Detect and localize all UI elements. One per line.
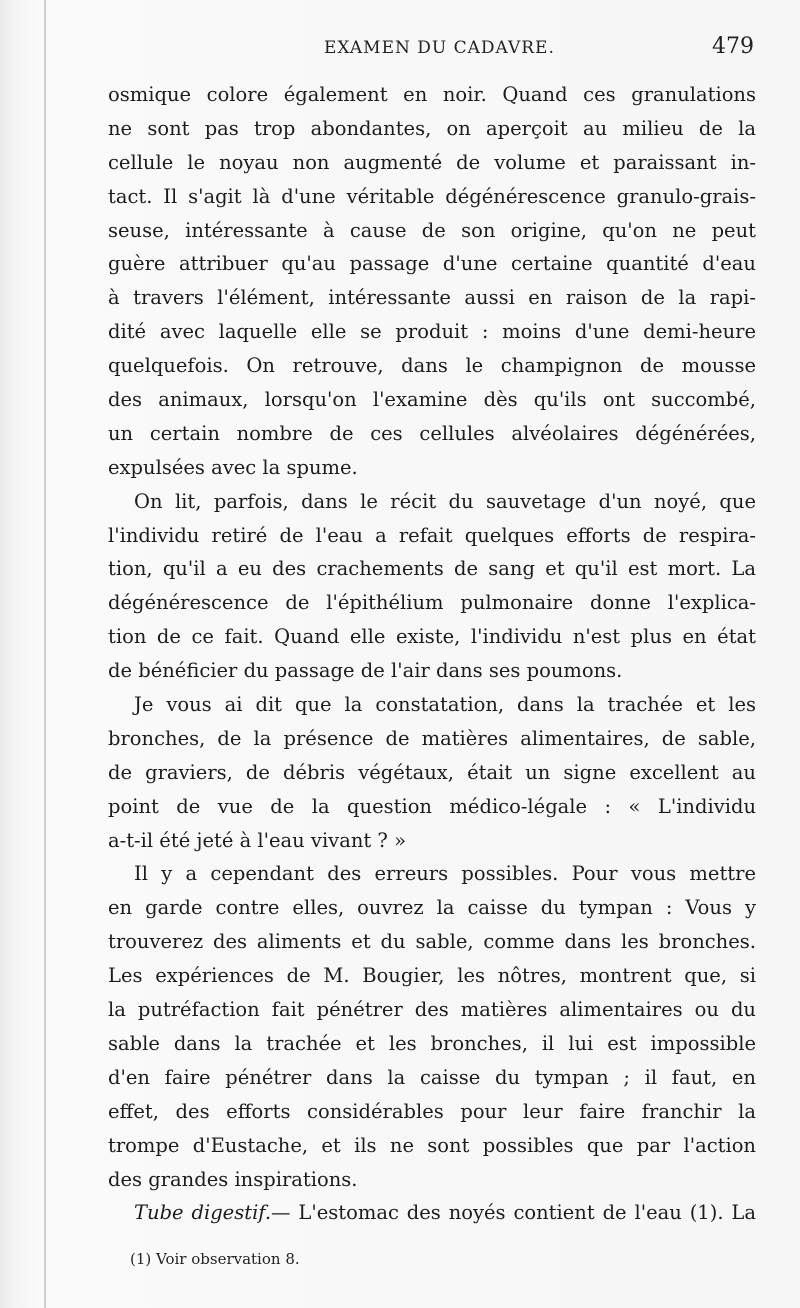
page-header xyxy=(108,34,754,64)
text-line: tion de ce fait. Quand elle existe, l'individu n'est plus en état xyxy=(108,625,756,649)
page-binding-edge xyxy=(44,0,46,1308)
text-line: un certain nombre de ces cellules alvéolaires dégénérées, xyxy=(108,421,756,445)
text-line: expulsées avec la spume. xyxy=(108,455,358,479)
text-line: de graviers, de débris végétaux, était un signe excellent au xyxy=(108,760,756,784)
text-line: guère attribuer qu'au passage d'une certaine quantité d'eau xyxy=(108,252,756,276)
text-line: dégénérescence de l'épithélium pulmonaire donne l'explica- xyxy=(108,591,756,615)
text-line: en garde contre elles, ouvrez la caisse du tympan : Vous y xyxy=(108,896,756,920)
text-line: a-t-il été jeté à l'eau vivant ? » xyxy=(108,828,407,852)
text-line: d'en faire pénétrer dans la caisse du tympan ; il faut, en xyxy=(108,1065,756,1089)
text-line: Je vous ai dit que la constatation, dans la trachée et les xyxy=(134,693,756,717)
text-line: dité avec laquelle elle se produit : moins d'une demi-heure xyxy=(108,320,756,344)
text-line: à travers l'élément, intéressante aussi en raison de la rapi- xyxy=(108,286,756,310)
text-line: seuse, intéressante à cause de son origine, qu'on ne peut xyxy=(108,218,756,242)
text-line: trompe d'Eustache, et ils ne sont possibles que par l'action xyxy=(108,1133,756,1157)
text-line: la putréfaction fait pénétrer des matières alimentaires ou du xyxy=(108,998,756,1022)
text-line: tact. Il s'agit là d'une véritable dégénérescence granulo-grais- xyxy=(108,184,756,208)
text-line: de bénéficier du passage de l'air dans ses poumons. xyxy=(108,659,623,683)
page-number: 479 xyxy=(712,34,754,59)
text-line: cellule le noyau non augmenté de volume et paraissant in- xyxy=(108,150,756,174)
text-line: effet, des efforts considérables pour leur faire franchir la xyxy=(108,1099,756,1123)
text-line: sable dans la trachée et les bronches, il lui est impossible xyxy=(108,1031,756,1055)
text-line: quelquefois. On retrouve, dans le champignon de mousse xyxy=(108,354,756,378)
text-line: l'individu retiré de l'eau a refait quelques efforts de respira- xyxy=(108,523,756,547)
footnote: (1) Voir observation 8. xyxy=(130,1250,300,1268)
running-title: EXAMEN DU CADAVRE. xyxy=(324,38,555,58)
section-heading-tube-digestif: Tube digestif. xyxy=(134,1201,272,1225)
text-line: osmique colore également en noir. Quand ces granulations xyxy=(108,83,756,106)
text-line: Il y a cependant des erreurs possibles. Pour vous mettre xyxy=(134,862,756,886)
section-text: — L'estomac des noyés contient de l'eau (1). La xyxy=(271,1201,756,1225)
text-line: Les expériences de M. Bougier, les nôtres, montrent que, si xyxy=(108,964,756,988)
text-line: bronches, de la présence de matières alimentaires, de sable, xyxy=(108,726,756,750)
text-line: des grandes inspirations. xyxy=(108,1167,358,1191)
body-text xyxy=(108,78,756,1230)
text-line-section-start xyxy=(108,1196,756,1230)
text-line: trouverez des aliments et du sable, comme dans les bronches. xyxy=(108,930,756,954)
text-line: ne sont pas trop abondantes, on aperçoit au milieu de la xyxy=(108,116,756,140)
text-line: tion, qu'il a eu des crachements de sang et qu'il est mort. La xyxy=(108,557,756,581)
text-line: point de vue de la question médico-légale : « L'individu xyxy=(108,794,756,818)
text-line: On lit, parfois, dans le récit du sauvetage d'un noyé, que xyxy=(134,489,756,513)
text-line: des animaux, lorsqu'on l'examine dès qu'ils ont succombé, xyxy=(108,388,756,412)
